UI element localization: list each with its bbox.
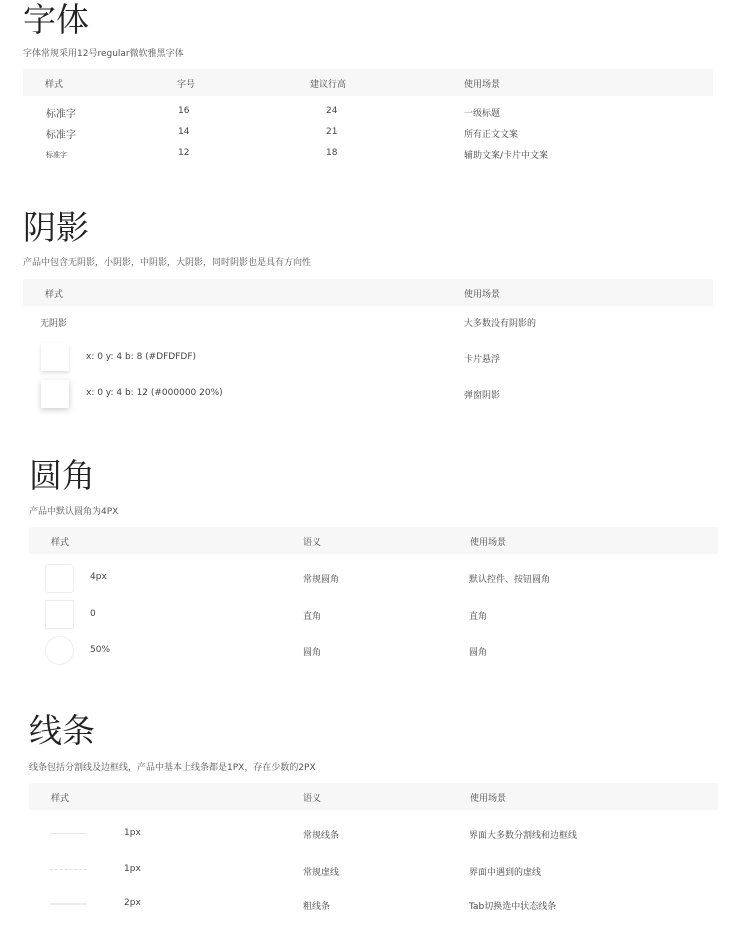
row-value: 50% — [90, 645, 111, 655]
row-value: 2px — [124, 898, 141, 908]
row-usage: 卡片悬浮 — [464, 355, 501, 365]
header-style: 样式 — [45, 80, 64, 90]
line-section-title: 线条 — [29, 711, 95, 750]
line-table-header — [29, 783, 718, 810]
radius-swatch-circle — [45, 636, 74, 665]
row-value: 1px — [124, 864, 141, 874]
row-usage: 辅助文案/卡片中文案 — [464, 151, 549, 161]
row-style: 标准字 — [46, 130, 76, 141]
row-usage: 界面中遇到的虚线 — [469, 868, 542, 878]
row-size: 12 — [178, 148, 190, 158]
row-meaning: 直角 — [303, 612, 322, 622]
line-sample-dashed — [50, 869, 87, 870]
row-usage: 默认控件、按钮圆角 — [469, 575, 551, 585]
header-meaning: 语义 — [303, 794, 322, 804]
row-meaning: 常规线条 — [303, 831, 340, 841]
row-usage: 大多数没有阴影的 — [464, 319, 537, 329]
radius-swatch-4px — [45, 564, 74, 593]
row-usage: 界面大多数分割线和边框线 — [469, 831, 578, 841]
row-size: 16 — [178, 106, 190, 116]
row-usage: Tab切换选中状态线条 — [469, 902, 557, 912]
row-style: 标准字 — [46, 151, 67, 159]
line-sample-solid — [50, 833, 87, 834]
header-size: 字号 — [177, 80, 196, 90]
shadow-swatch-large — [41, 380, 69, 408]
row-meaning: 粗线条 — [303, 902, 331, 912]
row-usage: 一级标题 — [464, 109, 501, 119]
row-spec: x: 0 y: 4 b: 12 (#000000 20%) — [86, 388, 223, 398]
header-meaning: 语义 — [303, 538, 322, 548]
row-usage: 直角 — [469, 612, 488, 622]
shadow-swatch-small — [41, 343, 69, 371]
shadow-section-title: 阴影 — [23, 208, 89, 247]
row-meaning: 常规虚线 — [303, 868, 340, 878]
row-size: 14 — [178, 127, 190, 137]
row-usage: 圆角 — [469, 648, 488, 658]
row-style: 标准字 — [46, 109, 76, 120]
radius-section-desc: 产品中默认圆角为4PX — [29, 507, 119, 517]
radius-swatch-square — [45, 600, 74, 629]
header-style: 样式 — [51, 538, 70, 548]
row-style: 无阴影 — [40, 319, 68, 329]
header-line-height: 建议行高 — [310, 80, 347, 90]
header-usage: 使用场景 — [470, 794, 507, 804]
shadow-section-desc: 产品中包含无阴影，小阴影，中阴影，大阴影，同时阴影也是具有方向性 — [23, 258, 312, 268]
row-value: 4px — [90, 572, 107, 582]
row-spec: x: 0 y: 4 b: 8 (#DFDFDF) — [86, 352, 197, 362]
header-style: 样式 — [51, 794, 70, 804]
line-sample-thick — [50, 903, 87, 905]
font-section-title: 字体 — [23, 0, 89, 39]
row-line-height: 24 — [326, 106, 338, 116]
header-usage: 使用场景 — [470, 538, 507, 548]
radius-table-header — [29, 527, 718, 554]
row-line-height: 18 — [326, 148, 338, 158]
shadow-table-header — [23, 279, 713, 306]
row-usage: 弹窗阴影 — [464, 391, 501, 401]
header-style: 样式 — [45, 290, 64, 300]
header-usage: 使用场景 — [464, 290, 501, 300]
font-table-header — [23, 69, 713, 96]
line-section-desc: 线条包括分割线及边框线，产品中基本上线条都是1PX，存在少数的2PX — [29, 763, 316, 773]
row-value: 1px — [124, 828, 141, 838]
row-value: 0 — [90, 609, 96, 619]
row-usage: 所有正文文案 — [464, 130, 519, 140]
font-section-desc: 字体常规采用12号regular微软雅黑字体 — [23, 49, 184, 59]
radius-section-title: 圆角 — [29, 456, 95, 495]
row-line-height: 21 — [326, 127, 338, 137]
row-meaning: 常规圆角 — [303, 575, 340, 585]
row-meaning: 圆角 — [303, 648, 322, 658]
header-usage: 使用场景 — [464, 80, 501, 90]
